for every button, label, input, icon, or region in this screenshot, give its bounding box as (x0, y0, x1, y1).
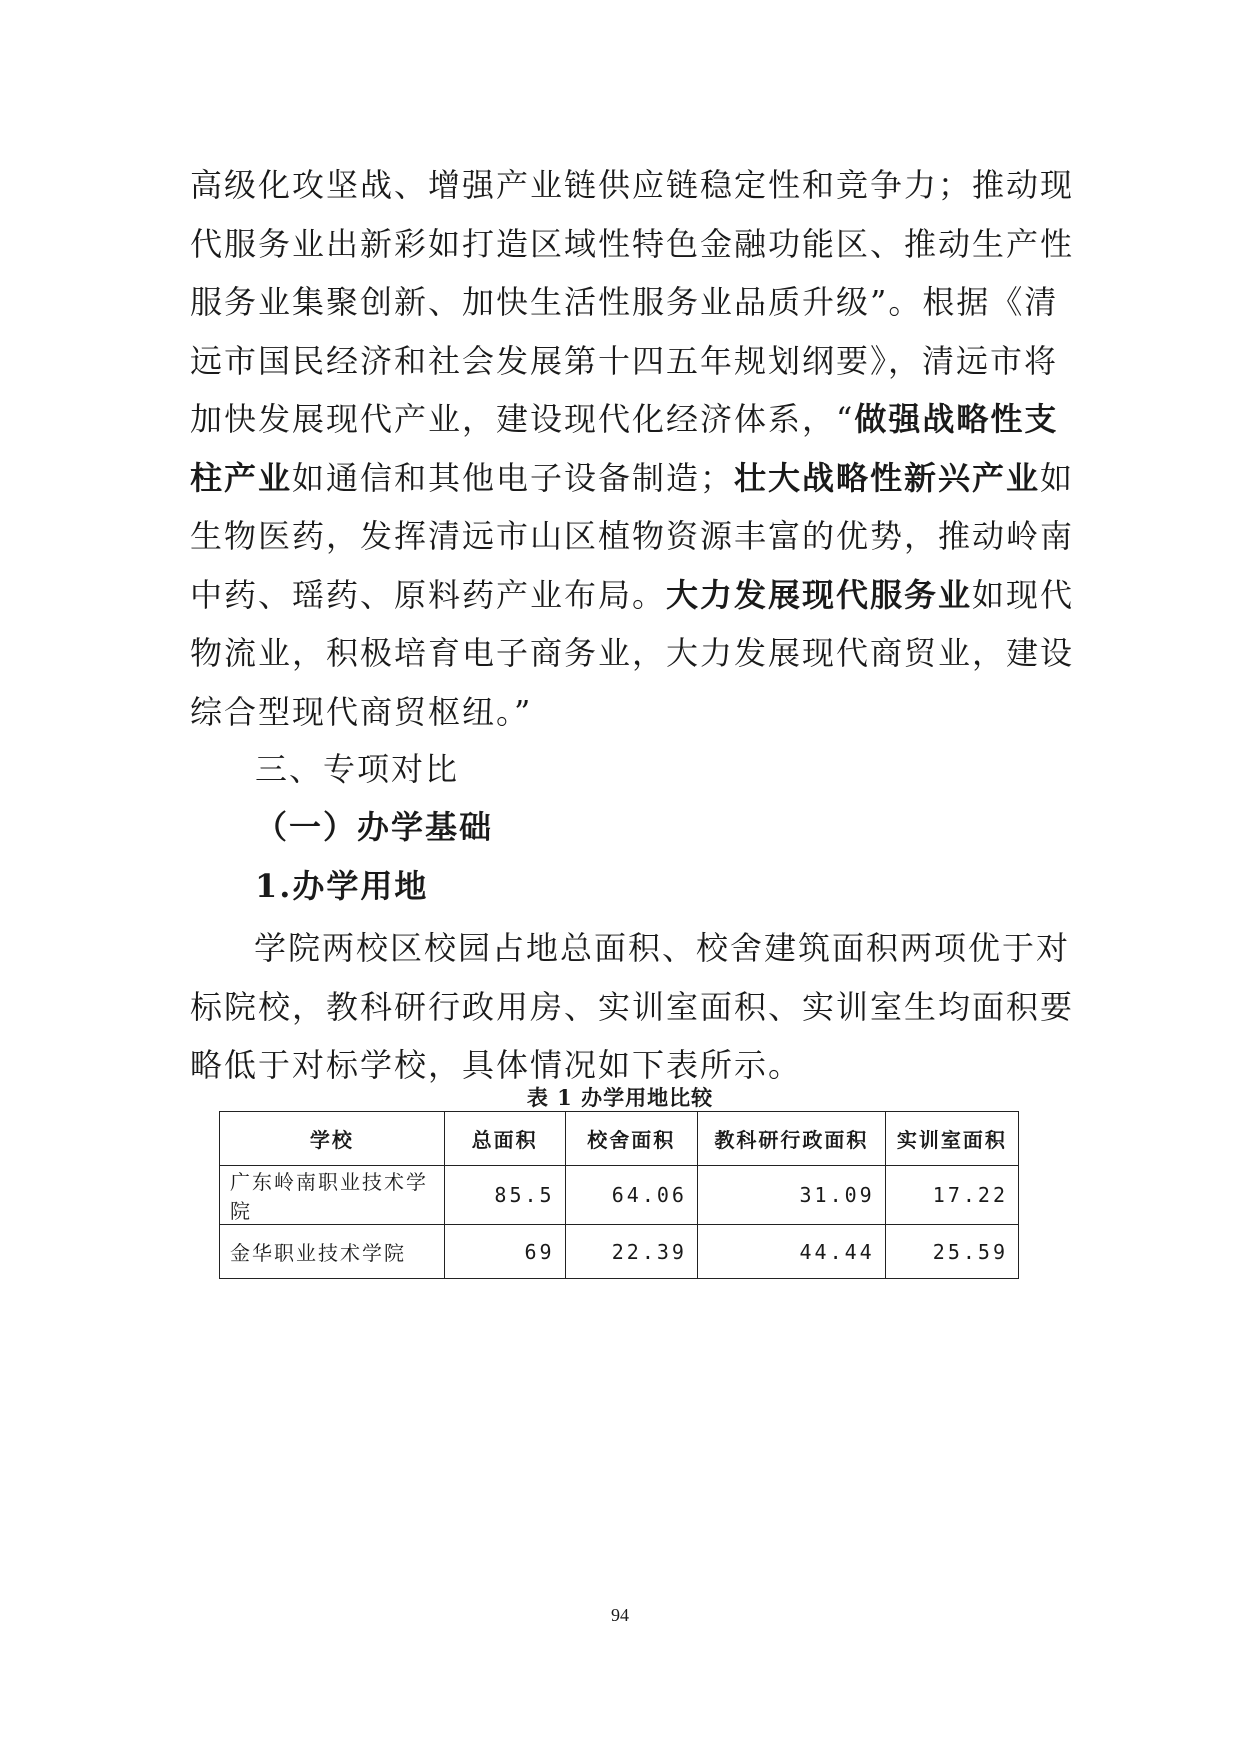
value-cell: 64.06 (565, 1166, 697, 1225)
text-line: 略低于对标学校，具体情况如下表所示。 (190, 1046, 803, 1084)
text-line-mixed (190, 449, 1075, 508)
table-header-row (220, 1112, 1019, 1166)
page-number: 94 (611, 1605, 629, 1625)
value-cell: 31.09 (697, 1166, 885, 1225)
column-header: 学校 (220, 1112, 445, 1166)
value-cell: 17.22 (885, 1166, 1018, 1225)
text-line: 代服务业出新彩如打造区域性特色金融功能区、推动生产性 (190, 224, 1075, 263)
text-line: 物流业，积极培育电子商务业，大力发展现代商贸业，建设 (190, 634, 1075, 672)
text-line-mixed (190, 390, 1059, 449)
text-run: 加快发展现代产业，建设现代化经济体系，“ (190, 400, 855, 438)
text-line: 远市国民经济和社会发展第十四五年规划纲要》，清远市将 (190, 341, 1059, 380)
text-line: 生物医药，发挥清远市山区植物资源丰富的优势，推动岭南 (190, 517, 1075, 555)
text-run: 如 (1040, 458, 1075, 497)
column-header: 实训室面积 (885, 1112, 1018, 1166)
body-paragraph-1 (190, 156, 1075, 741)
value-cell: 85.5 (444, 1166, 565, 1225)
school-name-cell: 金华职业技术学院 (220, 1225, 445, 1279)
section-heading: 三、专项对比 (255, 750, 460, 788)
body-paragraph-2 (190, 919, 1075, 1095)
text-line: 学院两校区校园占地总面积、校舍建筑面积两项优于对 (254, 929, 1071, 967)
table-caption: 表 1 办学用地比较 (526, 1085, 714, 1110)
column-header: 校舍面积 (565, 1112, 697, 1166)
table-row (220, 1166, 1019, 1225)
item-heading: 1.办学用地 (255, 867, 429, 905)
table-row (220, 1225, 1019, 1279)
subsection-heading: （一）办学基础 (255, 808, 494, 846)
column-header: 总面积 (444, 1112, 565, 1166)
text-line-mixed (190, 566, 1075, 625)
text-run: 如通信和其他电子设备制造； (292, 458, 735, 497)
value-cell: 69 (444, 1225, 565, 1279)
bold-run: 壮大战略性新兴产业 (734, 458, 1041, 497)
value-cell: 25.59 (885, 1225, 1018, 1279)
text-line: 综合型现代商贸枢纽。” (190, 692, 533, 731)
text-line: 高级化攻坚战、增强产业链供应链稳定性和竞争力；推动现 (190, 166, 1075, 204)
text-run: 中药、瑶药、原料药产业布局。 (190, 575, 667, 614)
column-header: 教科研行政面积 (697, 1112, 885, 1166)
school-name-cell: 广东岭南职业技术学院 (220, 1166, 445, 1225)
text-run: 如现代 (972, 575, 1075, 614)
value-cell: 22.39 (565, 1225, 697, 1279)
bold-run: 大力发展现代服务业 (666, 575, 973, 614)
land-comparison-table (219, 1111, 1019, 1279)
bold-run: 做强战略性支 (854, 400, 1059, 438)
value-cell: 44.44 (697, 1225, 885, 1279)
text-line: 标院校，教科研行政用房、实训室面积、实训室生均面积要 (190, 987, 1075, 1026)
text-line: 服务业集聚创新、加快生活性服务业品质升级”。根据《清 (190, 283, 1059, 321)
bold-run: 柱产业 (190, 458, 293, 497)
